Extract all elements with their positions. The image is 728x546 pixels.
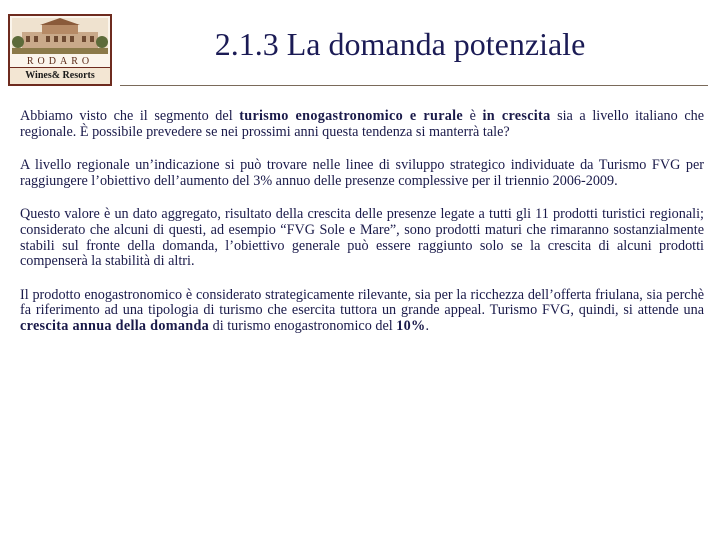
slide-title: 2.1.3 La domanda potenziale (214, 26, 586, 62)
p4-text: . (425, 317, 430, 334)
p1-text: è (463, 108, 483, 124)
rodaro-logo (8, 14, 112, 86)
p1-text: Abbiamo visto che il segmento del (20, 108, 240, 124)
p4-text: di turismo enogastronomico del (209, 317, 397, 334)
paragraph-4 (20, 288, 704, 335)
logo-tagline: Wines& Resorts (10, 67, 110, 84)
paragraph-3: Questo valore è un dato aggregato, risultato della crescita delle presenze legate a tutti gli 11 prodotti turistici regionali; considerato che alcuni di questi, ad esempio “FVG Sole e Mare”, sono prodotti maturi che rimaranno sostanzialmente stabili sul fronte della domanda, l’obiettivo generale può essere raggiunto solo se la crescita di alcuni prodotti compenserà la stabilità di altri. (20, 206, 704, 270)
title-divider (120, 85, 708, 86)
p1-bold-growth: in crescita (482, 108, 551, 124)
p4-bold-percent: 10% (396, 317, 426, 334)
logo-name: RODARO (26, 56, 94, 67)
villa-illustration-icon (12, 18, 108, 54)
p4-bold-demand: crescita annua della domanda (20, 317, 210, 334)
p1-bold-segment: turismo enogastronomico e rurale (239, 108, 464, 124)
paragraph-2: A livello regionale un’indicazione si può trovare nelle linee di sviluppo strategico individuate da Turismo FVG per raggiungere l’obiettivo dell’aumento del 3% annuo delle presenze complessive per il triennio 2006-2009. (20, 157, 704, 189)
paragraph-1 (20, 109, 704, 140)
p1-text: sia a livello italiano che regionale. È possibile prevedere se nei prossimi anni questa tendenza si manterrà tale? (20, 108, 705, 140)
p4-text: Il prodotto enogastronomico è considerato strategicamente rilevante, sia per la ricchezza dell’offerta friulana, sia perchè fa riferimento ad una tipologia di turismo che esercita tuttora un grande appeal. Turismo FVG, quindi, si attende una (20, 286, 704, 319)
slide-body (20, 109, 704, 353)
